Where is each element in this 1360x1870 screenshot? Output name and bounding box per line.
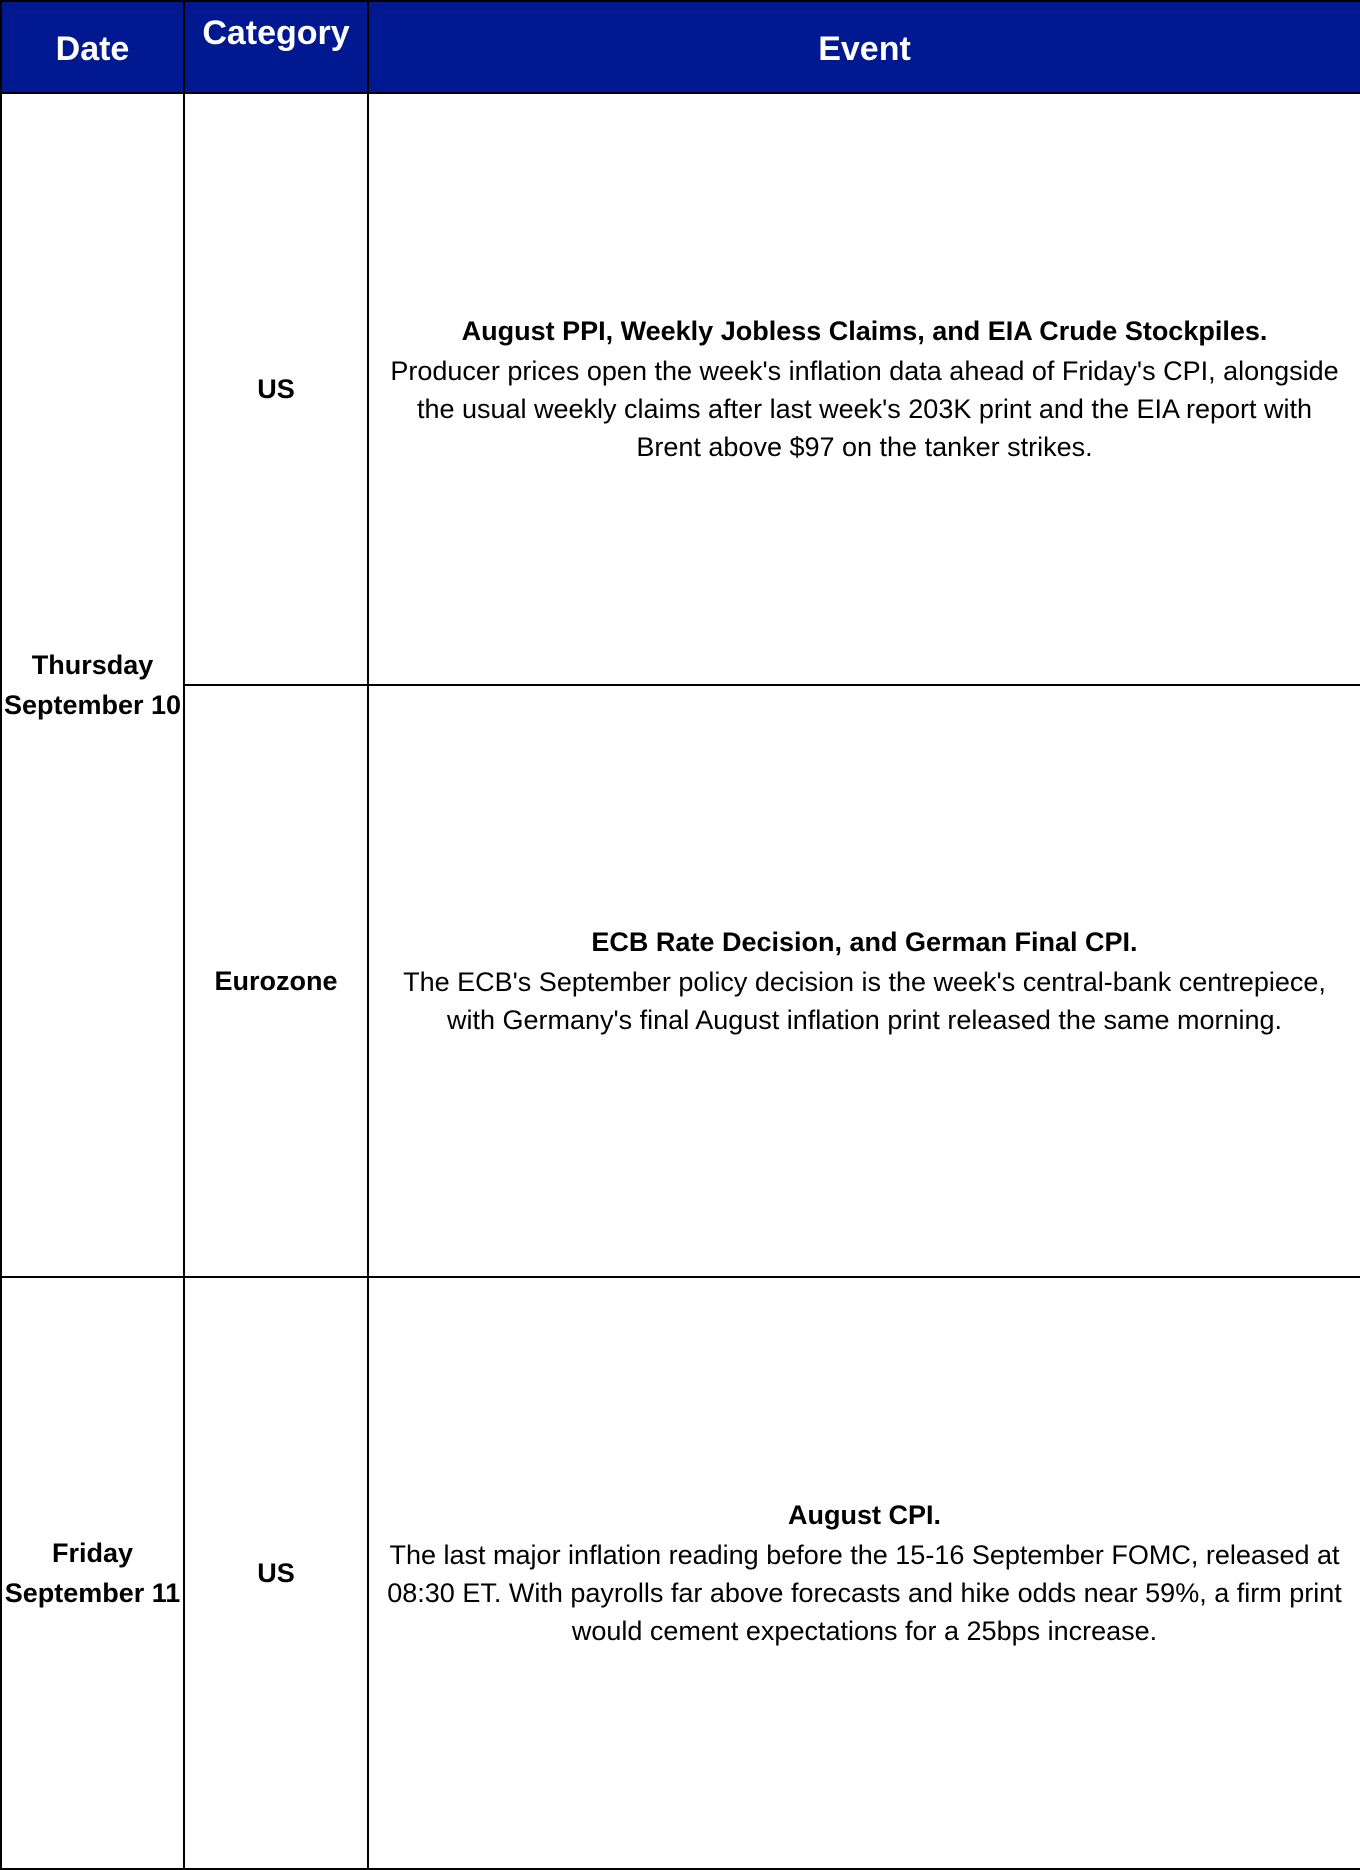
event-description: The last major inflation reading before the 15-16 September FOMC, released at 08:30 ET. With payrolls far above forecasts and hike odds near 59%, a firm print would cement expectations for a 25bps increase. [387,1540,1342,1646]
event-column-header: Event [368,1,1360,93]
event-description: The ECB's September policy decision is the week's central-bank centrepiece, with Germany's final August inflation print released the same morning. [403,967,1326,1035]
date-cell-friday [1,1277,184,1869]
category-cell: US [184,93,368,685]
date-label: September 10 [3,690,182,720]
event-description: Producer prices open the week's inflation data ahead of Friday's CPI, alongside the usual weekly claims after last week's 203K print and the EIA report with Brent above $97 on the tanker strikes. [390,356,1339,462]
table-row [1,685,1360,1277]
table-row [1,93,1360,685]
event-cell [368,93,1360,685]
event-cell [368,685,1360,1277]
date-column-header: Date [1,1,184,93]
weekday-label: Thursday [31,650,154,680]
event-cell [368,1277,1360,1869]
date-cell-thursday [1,93,184,1277]
event-title: August PPI, Weekly Jobless Claims, and EIA Crude Stockpiles. [461,316,1268,346]
weekday-label: Friday [51,1538,134,1568]
event-title: ECB Rate Decision, and German Final CPI. [591,927,1138,957]
category-cell: Eurozone [184,685,368,1277]
category-column-header: Category [184,1,368,93]
event-title: August CPI. [788,1500,941,1530]
date-label: September 11 [4,1578,181,1608]
header-row [1,1,1360,93]
category-cell: US [184,1277,368,1869]
table-row [1,1277,1360,1869]
